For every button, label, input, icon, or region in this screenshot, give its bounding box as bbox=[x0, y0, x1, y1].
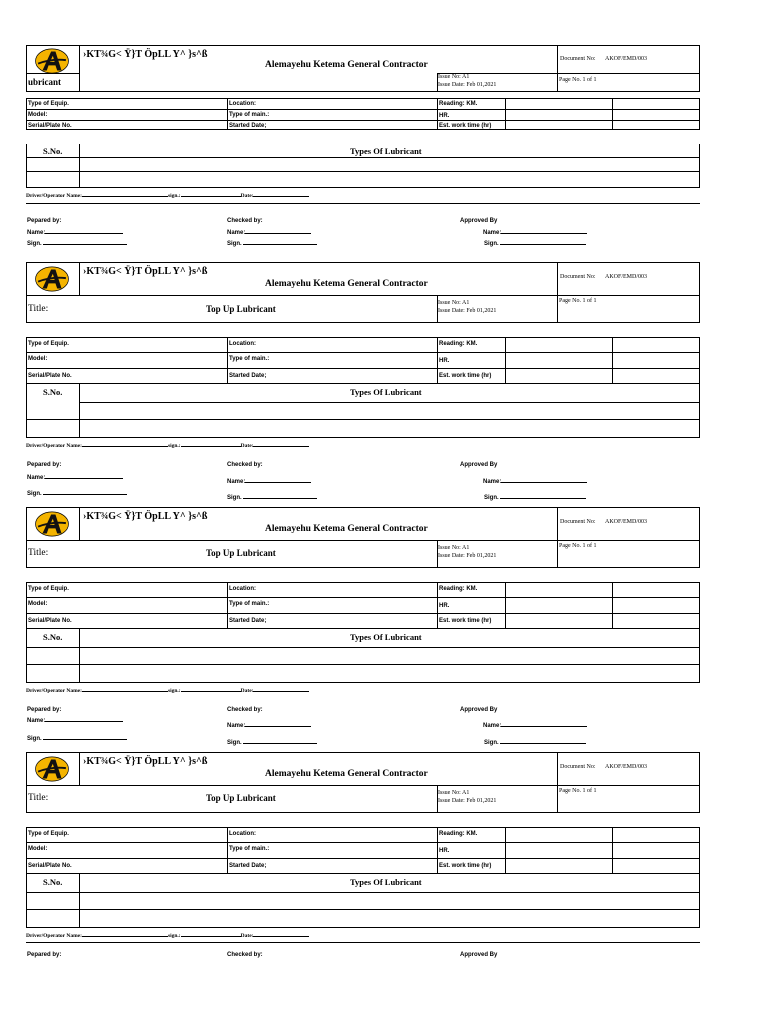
checked-by-label: Checked by: bbox=[227, 218, 263, 224]
checked-sign: Sign. bbox=[227, 493, 317, 501]
location-label: Location: bbox=[229, 101, 256, 107]
document-no: AKOF/EMD/003 bbox=[605, 764, 648, 770]
form-title-value: Top Up Lubricant bbox=[206, 304, 276, 314]
type-of-main-label: Type of main.: bbox=[229, 356, 270, 362]
est-work-time-label: Est. work time (hr) bbox=[439, 618, 492, 624]
types-of-lubricant-header: Types Of Lubricant bbox=[350, 877, 422, 887]
amharic-company-name: ›KT¾G< Ÿ}T ÖpLL Y^ }s^ß bbox=[83, 756, 208, 767]
page-no: Page No. 1 of 1 bbox=[559, 298, 597, 304]
sno-header: S.No. bbox=[43, 387, 63, 397]
reading-label: Reading: KM. bbox=[439, 831, 478, 837]
form-title-label: Title: bbox=[28, 793, 49, 803]
issue-date: Issue Date: Feb 01,2021 bbox=[438, 308, 497, 314]
checked-sign: Sign. bbox=[227, 738, 317, 746]
approved-name: Name: bbox=[483, 477, 587, 485]
reading-label: Reading: KM. bbox=[439, 101, 478, 107]
lubricant-table bbox=[26, 383, 700, 438]
form-1 bbox=[26, 45, 700, 250]
lubricant-table bbox=[26, 873, 700, 928]
document-no-label: Document No: bbox=[560, 519, 596, 525]
driver-operator-name: Driver/Operator Name: sign.: Date: bbox=[26, 686, 309, 694]
prepared-name: Name: bbox=[27, 473, 123, 481]
issue-date: Issue Date: Feb 01,2021 bbox=[438, 798, 497, 804]
document-no: AKOF/EMD/003 bbox=[605, 519, 648, 525]
sno-header: S.No. bbox=[43, 877, 63, 887]
model-label: Model: bbox=[28, 846, 48, 852]
prepared-sign: Sign. bbox=[27, 734, 127, 742]
equipment-info-table bbox=[26, 337, 700, 384]
type-of-main-label: Type of main.: bbox=[229, 601, 270, 607]
checked-by-label: Checked by: bbox=[227, 952, 263, 958]
approved-sign: Sign. bbox=[484, 738, 586, 746]
issue-date: Issue Date: Feb 01,2021 bbox=[438, 553, 497, 559]
issue-no: Issue No: A1 bbox=[438, 545, 470, 551]
page-no: Page No. 1 of 1 bbox=[559, 77, 597, 83]
approved-name: Name: bbox=[483, 228, 587, 236]
document-no-label: Document No: bbox=[560, 274, 596, 280]
form-3 bbox=[26, 507, 700, 747]
form-header bbox=[26, 262, 700, 323]
amharic-company-name: ›KT¾G< Ÿ}T ÖpLL Y^ }s^ß bbox=[83, 511, 208, 522]
checked-by-label: Checked by: bbox=[227, 707, 263, 713]
issue-no: Issue No: A1 bbox=[438, 790, 470, 796]
started-date-label: Started Date; bbox=[229, 373, 267, 379]
type-of-main-label: Type of main.: bbox=[229, 112, 270, 118]
location-label: Location: bbox=[229, 831, 256, 837]
form-title-label: Title: bbox=[28, 304, 49, 314]
prepared-by-label: Pepared by: bbox=[27, 707, 62, 713]
driver-operator-name: Driver/Operator Name: sign.: Date: bbox=[26, 441, 309, 449]
approved-sign: Sign. bbox=[484, 239, 586, 247]
checked-name: Name: bbox=[227, 477, 311, 485]
form-header bbox=[26, 507, 700, 568]
prepared-sign: Sign. bbox=[27, 489, 127, 497]
reading-label: Reading: KM. bbox=[439, 586, 478, 592]
approved-by-label: Approved By bbox=[460, 218, 498, 224]
issue-date: Issue Date: Feb 01,2021 bbox=[438, 82, 497, 88]
company-logo bbox=[34, 756, 70, 782]
started-date-label: Started Date; bbox=[229, 618, 267, 624]
prepared-by-label: Pepared by: bbox=[27, 952, 62, 958]
document-no: AKOF/EMD/003 bbox=[605, 274, 648, 280]
type-of-equip-label: Type of Equip. bbox=[28, 586, 69, 592]
reading-label: Reading: KM. bbox=[439, 341, 478, 347]
approved-sign: Sign. bbox=[484, 493, 586, 501]
prepared-sign: Sign. bbox=[27, 239, 127, 247]
est-work-time-label: Est. work time (hr) bbox=[439, 123, 492, 129]
checked-name: Name: bbox=[227, 228, 311, 236]
type-of-equip-label: Type of Equip. bbox=[28, 101, 69, 107]
prepared-name: Name: bbox=[27, 228, 123, 236]
approved-name: Name: bbox=[483, 721, 587, 729]
hr-label: HR. bbox=[439, 848, 450, 854]
serial-label: Serial/Plate No. bbox=[28, 373, 72, 379]
issue-no: Issue No: A1 bbox=[438, 74, 470, 80]
company-name: Alemayehu Ketema General Contractor bbox=[265, 60, 428, 70]
form-title-value: Top Up Lubricant bbox=[206, 548, 276, 558]
form-header bbox=[26, 45, 700, 92]
issue-no: Issue No: A1 bbox=[438, 300, 470, 306]
hr-label: HR. bbox=[439, 358, 450, 364]
company-logo bbox=[34, 511, 70, 537]
page-no: Page No. 1 of 1 bbox=[559, 788, 597, 794]
form-title-label: Title: bbox=[28, 548, 49, 558]
location-label: Location: bbox=[229, 586, 256, 592]
document-no-label: Document No: bbox=[560, 56, 596, 62]
amharic-company-name: ›KT¾G< Ÿ}T ÖpLL Y^ }s^ß bbox=[83, 49, 208, 60]
company-name: Alemayehu Ketema General Contractor bbox=[265, 524, 428, 534]
company-logo bbox=[34, 48, 70, 74]
equipment-info-table bbox=[26, 827, 700, 874]
types-of-lubricant-header: Types Of Lubricant bbox=[350, 632, 422, 642]
sno-header: S.No. bbox=[43, 632, 63, 642]
model-label: Model: bbox=[28, 356, 48, 362]
serial-label: Serial/Plate No. bbox=[28, 123, 72, 129]
company-logo bbox=[34, 266, 70, 292]
started-date-label: Started Date; bbox=[229, 123, 267, 129]
page-no: Page No. 1 of 1 bbox=[559, 543, 597, 549]
type-of-equip-label: Type of Equip. bbox=[28, 831, 69, 837]
prepared-by-label: Pepared by: bbox=[27, 218, 62, 224]
type-of-equip-label: Type of Equip. bbox=[28, 341, 69, 347]
checked-name: Name: bbox=[227, 721, 311, 729]
equipment-info-table bbox=[26, 582, 700, 629]
est-work-time-label: Est. work time (hr) bbox=[439, 373, 492, 379]
started-date-label: Started Date; bbox=[229, 863, 267, 869]
driver-operator-name: Driver/Operator Name: sign.: Date: bbox=[26, 931, 309, 939]
type-of-main-label: Type of main.: bbox=[229, 846, 270, 852]
amharic-company-name: ›KT¾G< Ÿ}T ÖpLL Y^ }s^ß bbox=[83, 266, 208, 277]
form-4 bbox=[26, 752, 700, 967]
approved-by-label: Approved By bbox=[460, 462, 498, 468]
driver-operator-name: Driver/Operator Name: sign.: Date: bbox=[26, 191, 309, 199]
hr-label: HR. bbox=[439, 113, 450, 119]
types-of-lubricant-header: Types Of Lubricant bbox=[350, 146, 422, 156]
checked-by-label: Checked by: bbox=[227, 462, 263, 468]
form-title-value: Top Up Lubricant bbox=[206, 793, 276, 803]
hr-label: HR. bbox=[439, 603, 450, 609]
sno-header: S.No. bbox=[43, 146, 63, 156]
est-work-time-label: Est. work time (hr) bbox=[439, 863, 492, 869]
document-no: AKOF/EMD/003 bbox=[605, 56, 648, 62]
lubricant-table bbox=[26, 144, 700, 188]
company-name: Alemayehu Ketema General Contractor bbox=[265, 279, 428, 289]
serial-label: Serial/Plate No. bbox=[28, 618, 72, 624]
form-title-value: ubricant bbox=[28, 77, 62, 87]
form-header bbox=[26, 752, 700, 813]
prepared-name: Name: bbox=[27, 716, 123, 724]
equipment-info-table bbox=[26, 98, 700, 130]
checked-sign: Sign. bbox=[227, 239, 317, 247]
model-label: Model: bbox=[28, 112, 48, 118]
lubricant-table bbox=[26, 628, 700, 683]
approved-by-label: Approved By bbox=[460, 952, 498, 958]
document-no-label: Document No: bbox=[560, 764, 596, 770]
location-label: Location: bbox=[229, 341, 256, 347]
prepared-by-label: Pepared by: bbox=[27, 462, 62, 468]
form-2 bbox=[26, 262, 700, 502]
company-name: Alemayehu Ketema General Contractor bbox=[265, 769, 428, 779]
model-label: Model: bbox=[28, 601, 48, 607]
serial-label: Serial/Plate No. bbox=[28, 863, 72, 869]
approved-by-label: Approved By bbox=[460, 707, 498, 713]
types-of-lubricant-header: Types Of Lubricant bbox=[350, 387, 422, 397]
